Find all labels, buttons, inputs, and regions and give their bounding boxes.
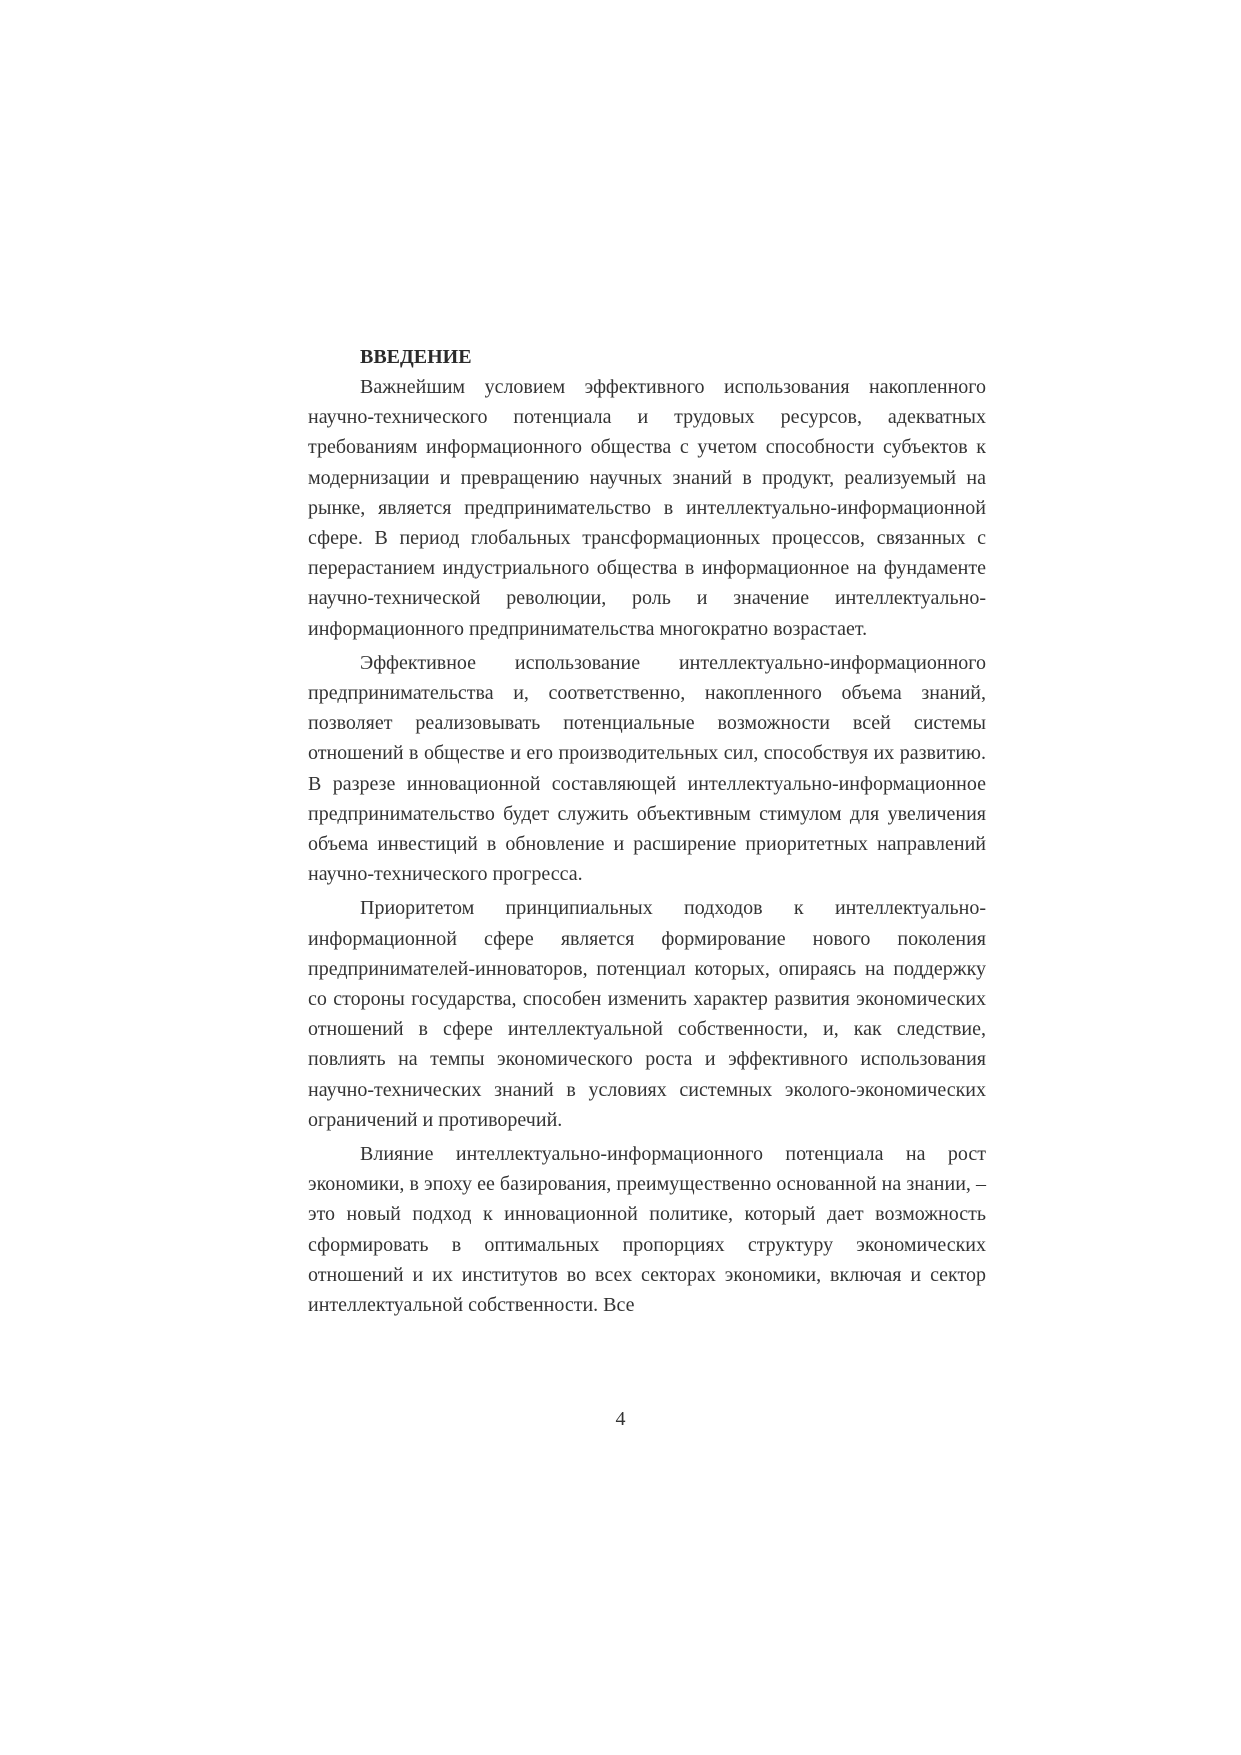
page-number: 4 — [615, 1408, 626, 1430]
paragraph-1: Важнейшим условием эффективного использования накопленного научно-технического потенциала и трудовых ресурсов, адекватных требованиям информационного общества с учетом способности субъектов к модернизации и превращению научных знаний в продукт, реализуемый на рынке, является предпринимательство в интеллектуально-информационной сфере. В период глобальных трансформационных процессов, связанных с перерастанием индустриального общества в информационное на фундаменте научно-технической революции, роль и значение интеллектуально-информационного предпринимательства многократно возрастает. — [308, 376, 986, 640]
section-heading: ВВЕДЕНИЕ — [360, 346, 472, 368]
text-body — [308, 342, 986, 1324]
paragraph-3: Приоритетом принципиальных подходов к интеллектуально-информационной сфере является формирование нового поколения предпринимателей-инноваторов, потенциал которых, опираясь на поддержку со стороны государства, способен изменить характер развития экономических отношений в сфере интеллектуальной собственности, и, как следствие, повлиять на темпы экономического роста и эффективного использования научно-технических знаний в условиях системных эколого-экономических ограничений и противоречий. — [308, 897, 986, 1131]
paragraph-4: Влияние интеллектуально-информационного потенциала на рост экономики, в эпоху ее базирования, преимущественно основанной на знании, – это новый подход к инновационной политике, который дает возможность сформировать в оптимальных пропорциях структуру экономических отношений и их институтов во всех секторах экономики, включая и сектор интеллектуальной собственности. Все — [308, 1143, 986, 1317]
paragraph-2: Эффективное использование интеллектуально-информационного предпринимательства и, соответственно, накопленного объема знаний, позволяет реализовывать потенциальные возможности всей системы отношений в обществе и его производительных сил, способствуя их развитию. В разрезе инновационной составляющей интеллектуально-информационное предпринимательство будет служить объективным стимулом для увеличения объема инвестиций в обновление и расширение приоритетных направлений научно-технического прогресса. — [308, 651, 986, 886]
